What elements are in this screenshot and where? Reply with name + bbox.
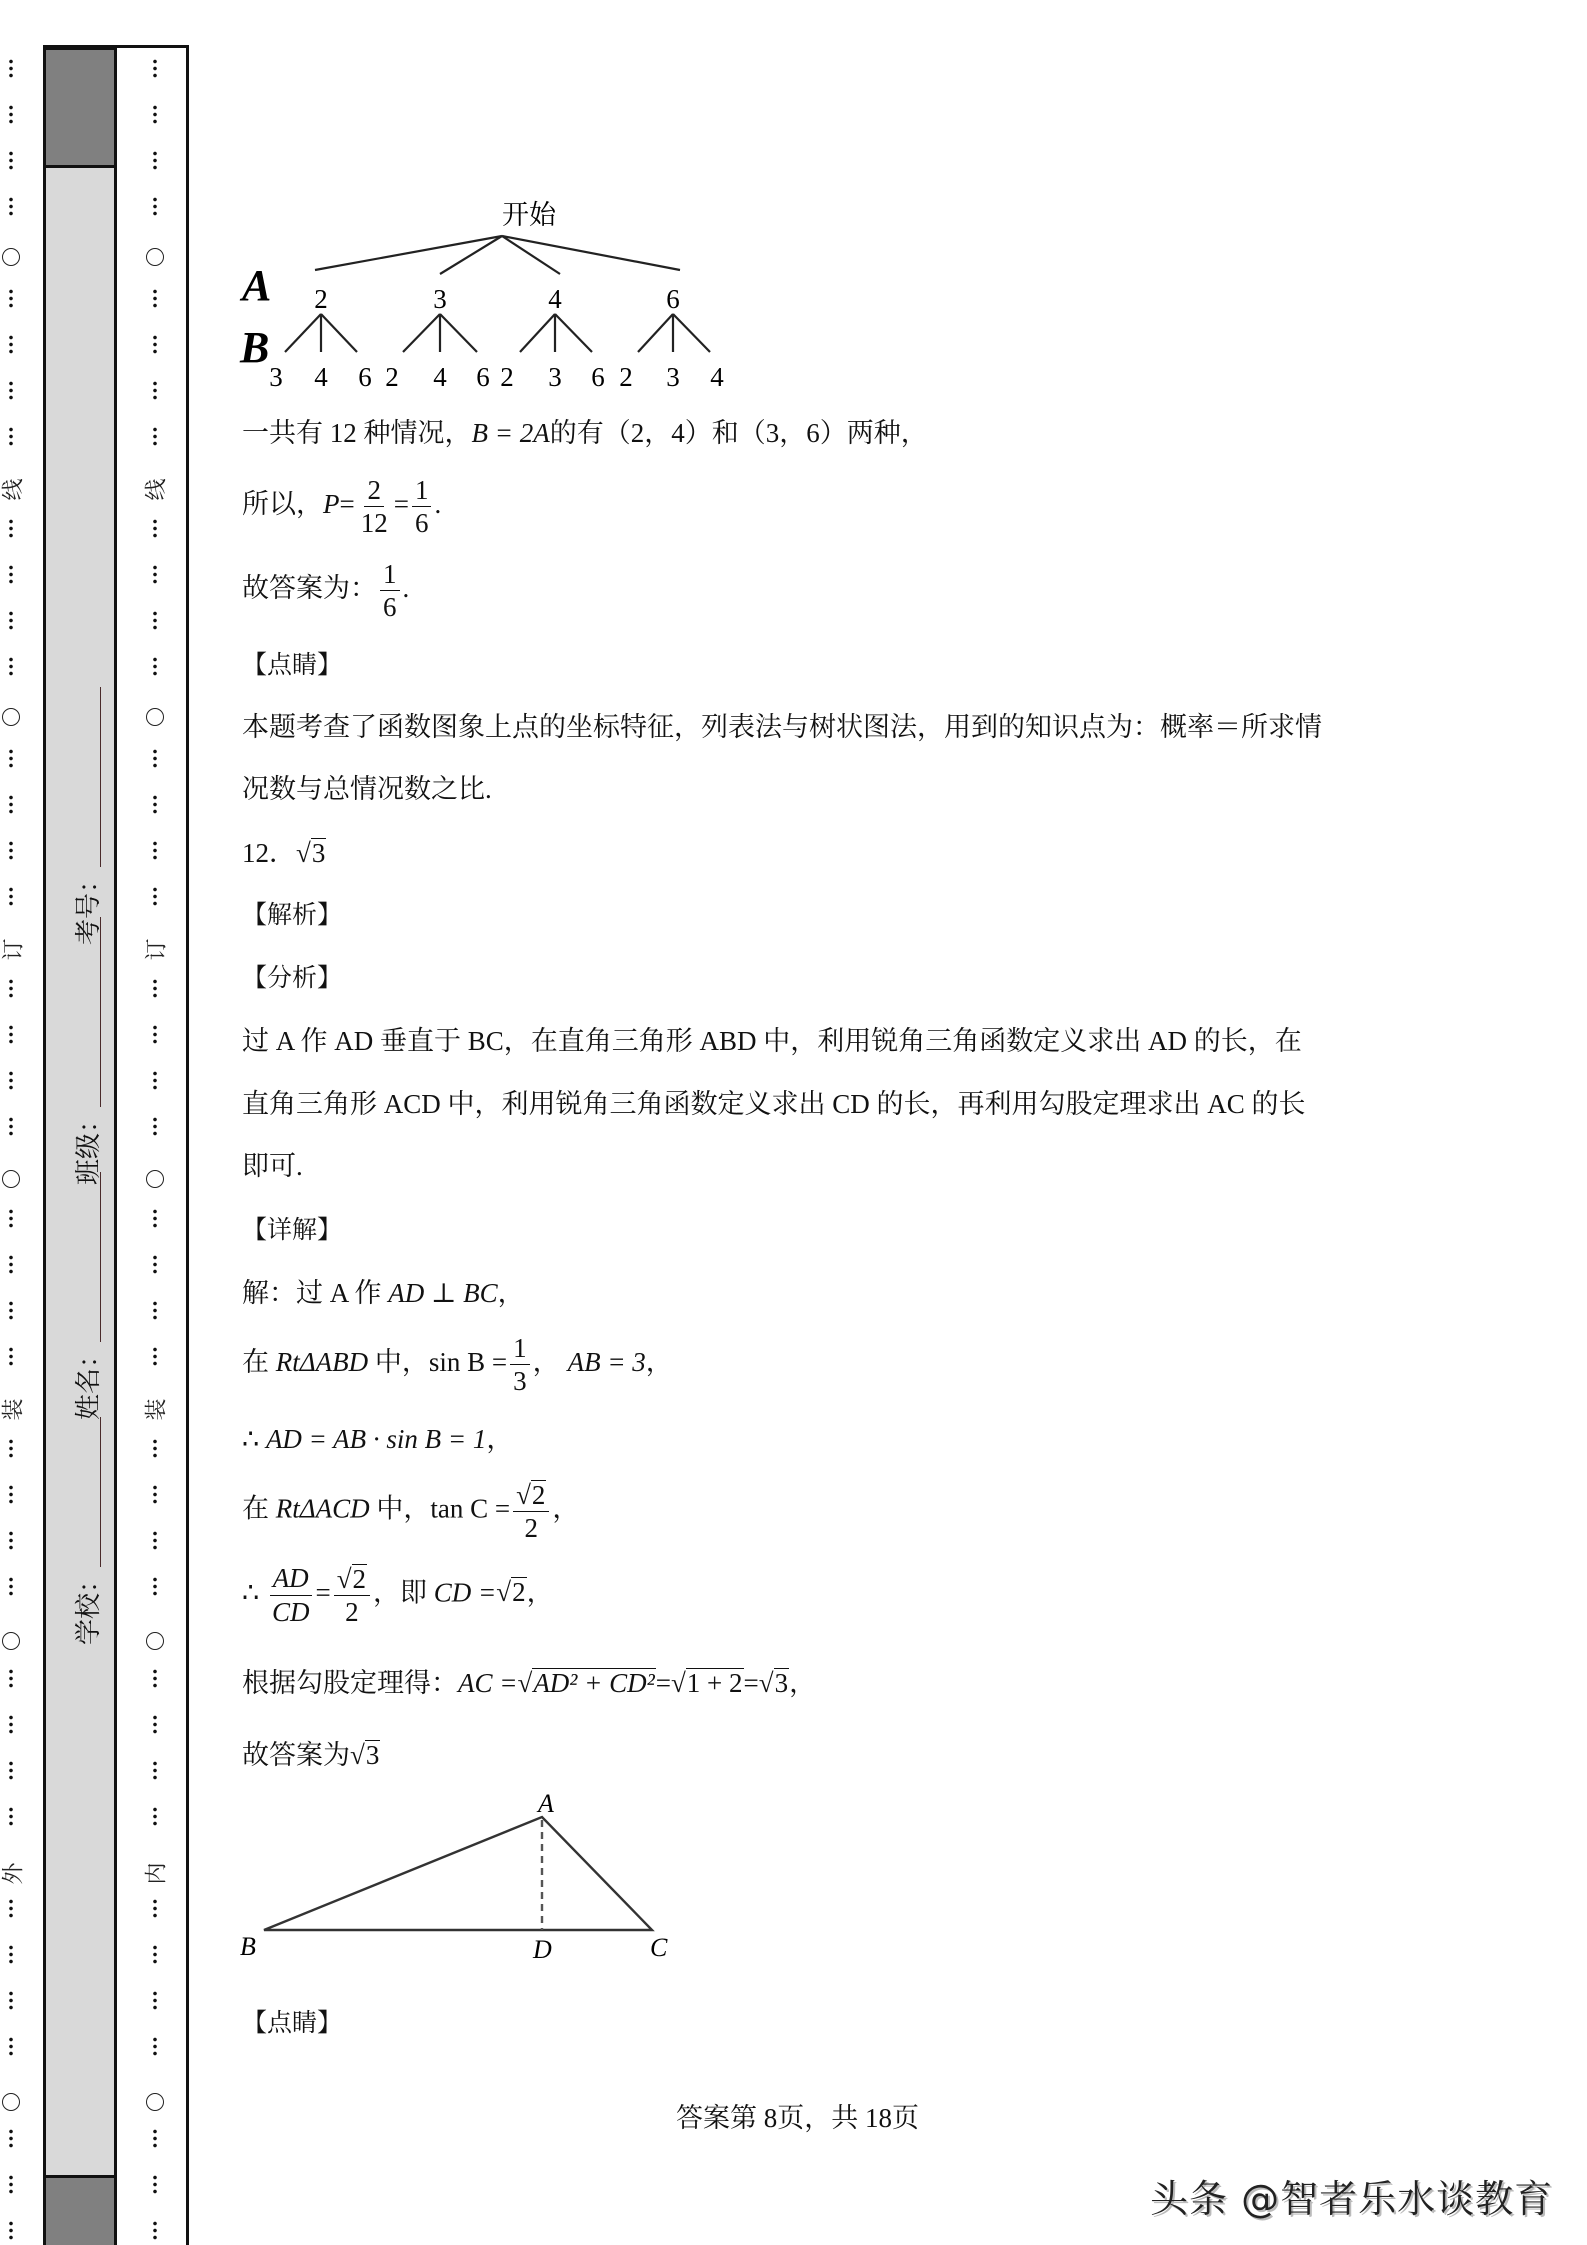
dotted-separator [9,150,13,170]
svg-text:B: B [240,1932,256,1961]
binding-hole-circle-icon [146,2093,164,2111]
fenxi-text-1: 过 A 作 AD 垂直于 BC，在直角三角形 ABD 中，利用锐角三角函数定义求出 AD 的长，在 [242,1026,1302,1056]
name-label: 姓名： [74,1341,103,1420]
dotted-separator [9,978,13,998]
dotted-separator [153,2128,157,2148]
fenxi-text-2: 直角三角形 ACD 中，利用锐角三角函数定义求出 CD 的长，再利用勾股定理求出 AC 的长 [242,1089,1306,1119]
svg-text:4: 4 [710,362,724,392]
dotted-separator [9,196,13,216]
dotted-separator [9,426,13,446]
dianjing-text-1: 本题考查了函数图象上点的坐标特征，列表法与树状图法，用到的知识点为：概率＝所求情 [242,712,1322,742]
svg-text:3: 3 [548,362,562,392]
dotted-separator [9,380,13,400]
triangle-abd-figure [230,1780,700,1980]
svg-text:6: 6 [591,362,605,392]
dotted-separator [9,840,13,860]
binding-hole-circle-icon [2,1632,20,1650]
dotted-separator [153,978,157,998]
fraction-2-12: $\frac{2}{12}$ [360,475,388,539]
dotted-separator [153,426,157,446]
dotted-separator [153,794,157,814]
dotted-separator [9,1668,13,1688]
dotted-separator [153,2174,157,2194]
outer-mark-ding: 订 [0,938,26,961]
dotted-separator [153,1300,157,1320]
dotted-separator [9,1898,13,1918]
svg-text:3: 3 [666,362,680,392]
svg-text:D: D [533,1935,552,1964]
watermark: 头条 @智者乐水谈教育 [1150,2177,1554,2221]
dotted-separator [153,1944,157,1964]
heading-jiexi: 【解析】 [242,900,343,929]
dotted-separator [9,656,13,676]
dotted-separator [153,1668,157,1688]
dotted-separator [153,1760,157,1780]
step-6: 根据勾股定理得：AC = √ AD² + CD² = √ 1 + 2 = √ 3 ， [242,1668,817,1698]
dotted-separator [153,886,157,906]
dotted-separator [9,1438,13,1458]
dotted-separator [153,1346,157,1366]
svg-text:C: C [650,1933,668,1962]
dotted-separator [153,1530,157,1550]
tree-level-b-values [269,362,724,392]
dotted-separator [9,1116,13,1136]
dotted-separator [9,2036,13,2056]
question-12-answer: 12． √ 3 [242,838,326,868]
dotted-separator [9,1990,13,2010]
svg-text:2: 2 [619,362,633,392]
fraction-answer-1-6: $\frac{1}{6}$ [380,560,400,622]
inner-mark-ding: 订 [143,938,169,961]
line-answer-1: 故答案为： $\frac{1}{6}$ . [242,559,410,623]
svg-text:3: 3 [269,362,283,392]
binding-hole-circle-icon [2,708,20,726]
dotted-separator [153,840,157,860]
svg-text:4: 4 [314,362,328,392]
dotted-separator [153,58,157,78]
dotted-separator [153,518,157,538]
svg-text:6: 6 [476,362,490,392]
dotted-separator [153,1806,157,1826]
dotted-separator [9,2174,13,2194]
dotted-separator [9,334,13,354]
class-underline[interactable] [100,917,101,1107]
dotted-separator [153,1116,157,1136]
dotted-separator [153,1576,157,1596]
dotted-separator [9,1208,13,1228]
svg-text:4: 4 [548,284,562,314]
dotted-separator [9,104,13,124]
dotted-separator [153,2036,157,2056]
step-2: 在 RtΔABD 中，sin B = $\frac{1}{3}$ ， AB = 3， [242,1333,673,1397]
exam-no-label: 考号： [74,866,103,945]
fraction-ad-cd: $\frac{AD}{CD}$ [269,1564,313,1626]
dotted-separator [153,1070,157,1090]
dotted-separator [153,1484,157,1504]
fraction-1-6: $\frac{1}{6}$ [412,476,432,538]
dotted-separator [153,334,157,354]
school-field[interactable] [68,1417,105,1645]
dotted-separator [9,1530,13,1550]
tree-level-a-values [314,284,680,314]
dotted-separator [9,2220,13,2240]
dotted-separator [9,1944,13,1964]
dotted-separator [153,288,157,308]
dotted-separator [9,1346,13,1366]
dotted-separator [9,518,13,538]
exam-no-field[interactable] [68,687,105,945]
dotted-separator [153,1714,157,1734]
dotted-separator [153,150,157,170]
dotted-separator [9,610,13,630]
binding-hole-circle-icon [146,248,164,266]
outer-mark-zhuang: 装 [0,1398,26,1421]
binding-hole-circle-icon [2,1170,20,1188]
step-1: 解：过 A 作 AD ⊥ BC， [242,1278,525,1308]
probability-tree-diagram [230,190,770,400]
tree-level-a-label: A [242,261,272,310]
svg-text:2: 2 [314,284,328,314]
step-5: ∴ $\frac{AD}{CD}$ = √ 2 2 ，即 CD = √ 2 ， [242,1563,554,1627]
step-7: 故答案为 √ 3 [242,1740,380,1770]
dotted-separator [9,794,13,814]
page-footer: 答案第 8页，共 18页 [676,2103,919,2133]
dotted-separator [9,288,13,308]
svg-text:A: A [538,1789,554,1818]
binding-dark-block-top [43,47,117,168]
dotted-separator [153,1024,157,1044]
dotted-separator [153,1898,157,1918]
svg-text:3: 3 [433,284,447,314]
fraction-sqrt2-over-2-b: √ 2 2 [334,1564,370,1626]
school-label: 学校： [74,1566,103,1645]
outer-mark-xian: 线 [0,478,26,501]
dotted-separator [9,1760,13,1780]
step-4: 在 RtΔACD 中，tan C = √ 2 2 ， [242,1479,580,1543]
outer-mark-wai: 外 [0,1862,26,1885]
tree-root-label: 开始 [502,200,556,230]
dotted-separator [9,1070,13,1090]
dotted-separator [9,1024,13,1044]
dotted-separator [153,1438,157,1458]
dotted-separator [9,886,13,906]
svg-text:6: 6 [358,362,372,392]
line-total-cases: 一共有 12 种情况，B = 2A的有（2，4）和（3，6）两种， [242,418,928,448]
dotted-separator [9,1806,13,1826]
dotted-separator [9,748,13,768]
dotted-separator [9,58,13,78]
svg-text:6: 6 [666,284,680,314]
svg-text:2: 2 [385,362,399,392]
dotted-separator [9,1300,13,1320]
dotted-separator [153,656,157,676]
svg-text:4: 4 [433,362,447,392]
fenxi-text-3: 即可. [242,1151,303,1181]
sqrt-3: √ 3 [296,838,326,868]
binding-hole-circle-icon [146,708,164,726]
fraction-sqrt2-over-2: √ 2 2 [513,1480,549,1542]
dotted-separator [153,564,157,584]
dotted-separator [153,380,157,400]
tree-level-b-label: B [240,323,270,372]
binding-hole-circle-icon [2,248,20,266]
exam-no-underline[interactable] [100,687,101,867]
fraction-1-3: $\frac{1}{3}$ [510,1334,530,1396]
step-3: ∴ AD = AB · sin B = 1， [242,1424,514,1454]
inner-mark-zhuang: 装 [143,1398,169,1421]
dotted-separator [153,748,157,768]
binding-dark-block-bottom [43,2175,117,2245]
heading-fenxi: 【分析】 [242,963,343,992]
school-underline[interactable] [100,1417,101,1567]
dotted-separator [153,1254,157,1274]
binding-hole-circle-icon [2,2093,20,2111]
tree-branches-level-b [285,314,710,352]
dotted-separator [153,104,157,124]
dotted-separator [9,564,13,584]
class-field[interactable] [68,917,105,1185]
dotted-separator [153,1990,157,2010]
svg-text:2: 2 [500,362,514,392]
heading-xiangjie: 【详解】 [242,1215,343,1244]
name-underline[interactable] [100,1172,101,1342]
binding-hole-circle-icon [146,1632,164,1650]
heading-dianjing-1: 【点睛】 [242,650,343,679]
dianjing-text-2: 况数与总情况数之比. [242,774,492,804]
binding-hole-circle-icon [146,1170,164,1188]
dotted-separator [153,2220,157,2240]
tree-branches-level-a [315,236,680,274]
inner-mark-nei: 内 [143,1862,169,1885]
dotted-separator [9,1714,13,1734]
dotted-separator [9,1576,13,1596]
heading-dianjing-2: 【点睛】 [242,2008,343,2037]
dotted-separator [153,610,157,630]
line-probability: 所以，P= $\frac{2}{12}$ = $\frac{1}{6}$ . [242,475,442,539]
dotted-separator [153,1208,157,1228]
class-label: 班级： [74,1106,103,1185]
binding-inner-border [186,45,189,2245]
inner-mark-xian: 线 [143,478,169,501]
dotted-separator [153,196,157,216]
name-field[interactable] [68,1172,105,1420]
dotted-separator [9,1484,13,1504]
dotted-separator [9,2128,13,2148]
dotted-separator [9,1254,13,1274]
